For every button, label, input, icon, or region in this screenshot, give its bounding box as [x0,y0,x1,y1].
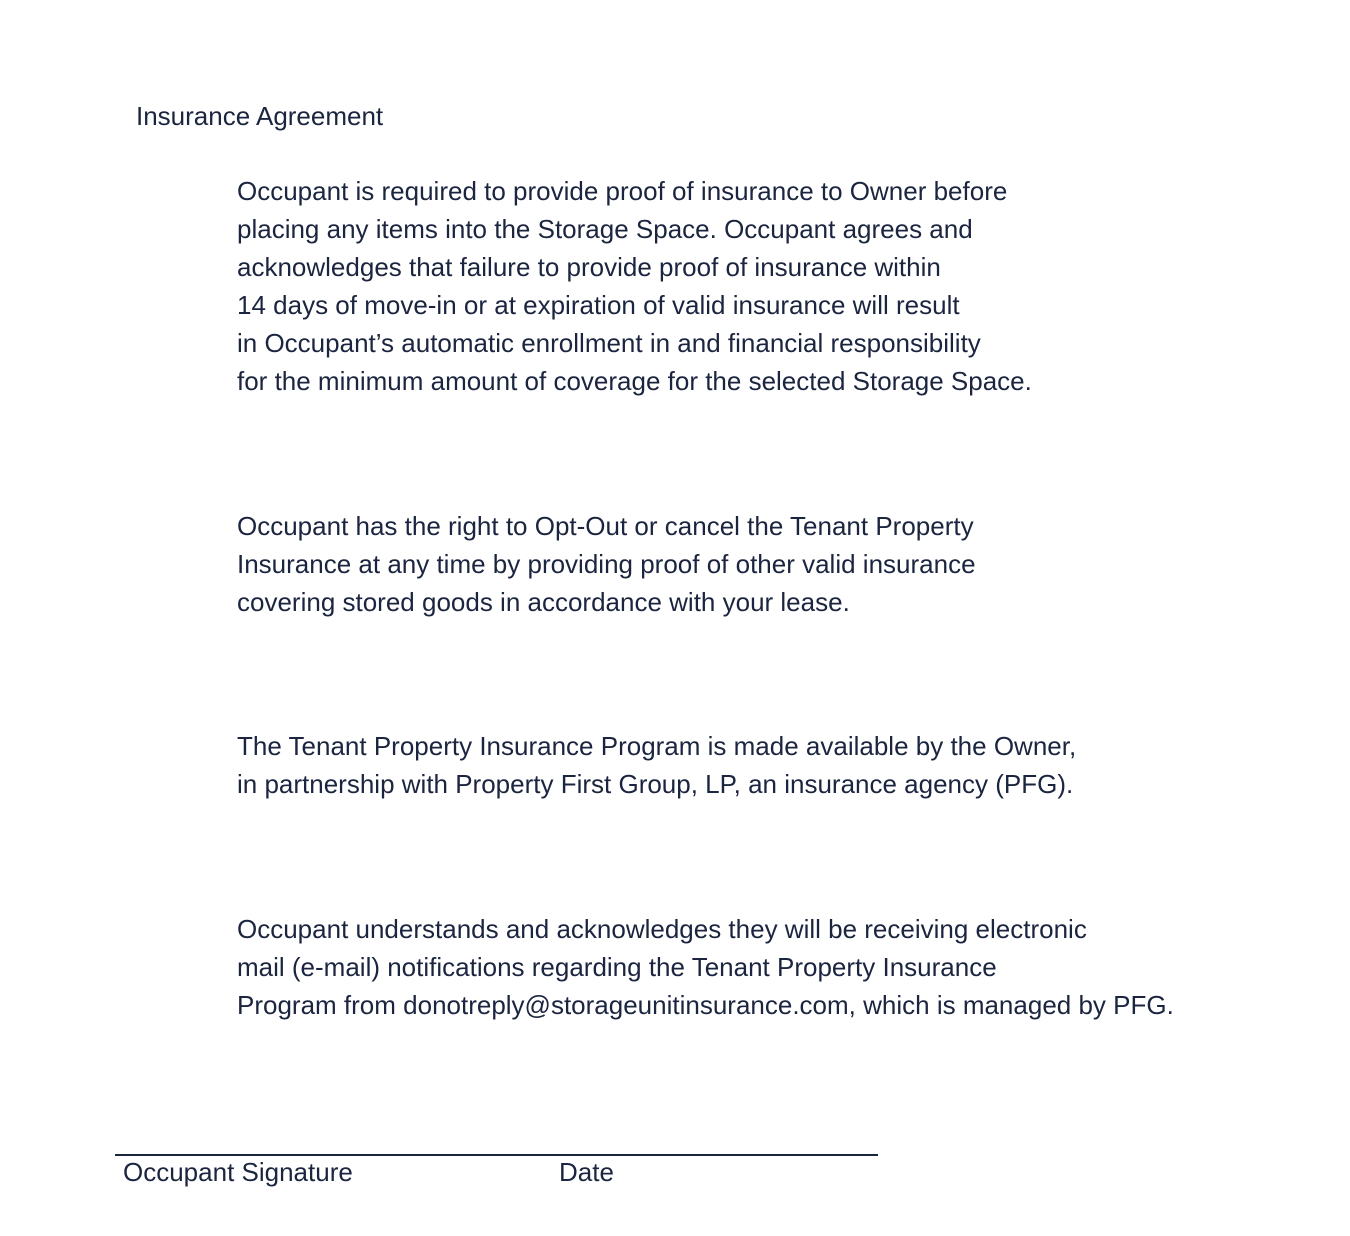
opt-out-paragraph [237,507,976,621]
email-notification-paragraph [237,910,1174,1024]
occupant-signature-label: Occupant Signature [123,1157,353,1187]
paragraph-line: for the minimum amount of coverage for the selected Storage Space. [237,366,1032,396]
paragraph-line: Occupant understands and acknowledges they will be receiving electronic [237,914,1087,944]
paragraph-line: 14 days of move-in or at expiration of valid insurance will result [237,290,960,320]
paragraph-line: Occupant is required to provide proof of insurance to Owner before [237,176,1008,206]
date-label: Date [559,1157,614,1187]
paragraph-line: acknowledges that failure to provide proof of insurance within [237,252,941,282]
paragraph-line: Occupant has the right to Opt-Out or cancel the Tenant Property [237,511,974,541]
paragraph-line: covering stored goods in accordance with your lease. [237,587,850,617]
program-availability-paragraph [237,727,1076,803]
paragraph-line: placing any items into the Storage Space. Occupant agrees and [237,214,973,244]
proof-of-insurance-paragraph [237,172,1032,400]
paragraph-line: The Tenant Property Insurance Program is made available by the Owner, [237,731,1077,761]
paragraph-line: in partnership with Property First Group, LP, an insurance agency (PFG). [237,769,1074,799]
paragraph-line: mail (e-mail) notifications regarding the Tenant Property Insurance [237,952,997,982]
paragraph-line: Insurance at any time by providing proof of other valid insurance [237,549,976,579]
paragraph-line: Program from donotreply@storageunitinsurance.com, which is managed by PFG. [237,990,1174,1020]
document-title: Insurance Agreement [136,101,384,131]
paragraph-line: in Occupant’s automatic enrollment in and financial responsibility [237,328,981,358]
